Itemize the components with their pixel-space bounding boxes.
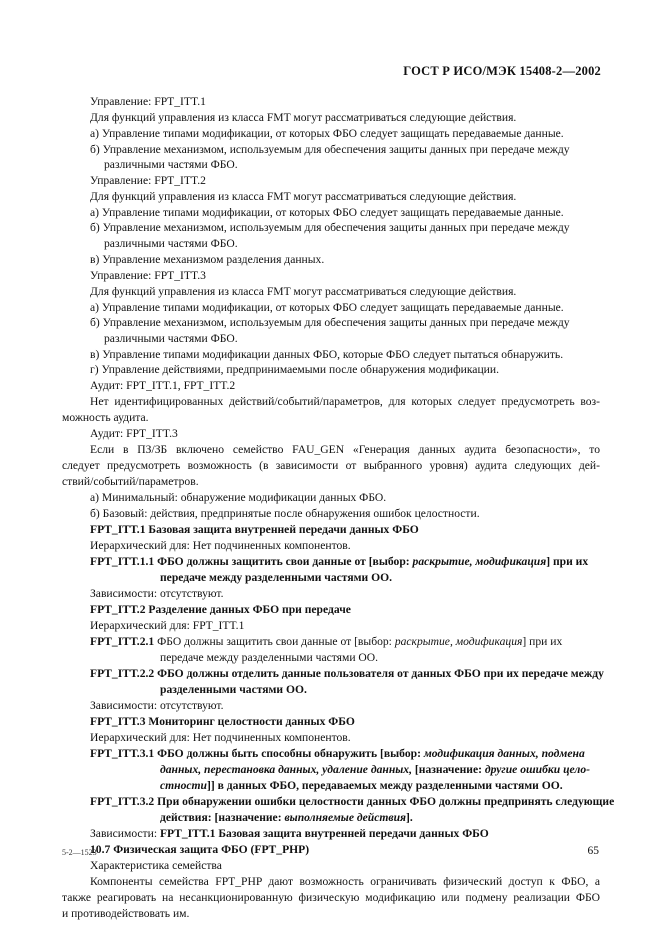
text-line: Зависимости: отсутствуют. [90,587,224,600]
element-continuation: передаче между разделенными частями ОО. [160,651,379,664]
dependencies-line [90,827,600,841]
element-text: ]] в данных ФБО, передаваемых между разделенными частями ОО. [207,779,563,792]
element-assignment: другие ошибки цело- [484,763,591,776]
text-line: Управление: FPT_ITT.2 [90,174,206,187]
element-id: FPT_ITT.3.1 [90,747,155,760]
element-continuation: передаче между разделенными частями ОО. [160,571,393,584]
element-text: ФБО должны отделить данные пользователя от данных ФБО при их передаче между [157,667,604,680]
element-continuation [160,811,600,825]
list-item-continuation: различными частями ФБО. [104,332,238,345]
list-item: а) Управление типами модификации, от которых ФБО следует защищать передаваемые данные. [90,127,564,140]
component-heading: FPT_ITT.1 Базовая защита внутренней передачи данных ФБО [90,523,419,536]
element-assignment: выполняемые действия [284,811,407,824]
list-item: а) Управление типами модификации, от которых ФБО следует защищать передаваемые данные. [90,206,564,219]
text-line: также реагировать на несанкционированную физическую модификацию или подмену реализации ФБО [62,891,600,904]
list-item: б) Управление механизмом, используемым для обеспечения защиты данных при передаче между [90,143,570,156]
element-continuation [160,763,600,777]
text-line: Для функций управления из класса FMT могут рассматриваться следующие действия. [90,190,517,203]
list-item-continuation: различными частями ФБО. [104,237,238,250]
text-line: Компоненты семейства FPT_PHP дают возможность ограничивать физический доступ к ФБО, а [90,875,600,888]
text-line: Иерархический для: Нет подчиненных компонентов. [90,539,351,552]
list-item-continuation: различными частями ФБО. [104,158,238,171]
element-id: FPT_ITT.1.1 [90,555,155,568]
element-text: ] при их [546,555,589,568]
element-assignment: стности [160,779,208,792]
element-selection: данных, перестановка данных, удаление данных, [160,763,413,776]
element-id: FPT_ITT.2.2 [90,667,155,680]
text-line: Нет идентифицированных действий/событий/параметров, для которых следует предусмотреть воз- [90,395,600,408]
element-selection: модификация данных, подмена [423,747,585,760]
element-line [90,795,615,809]
element-line [90,747,600,761]
list-item: г) Управление действиями, предпринимаемыми после обнаружения модификации. [90,363,499,376]
element-continuation: разделенными частями ОО. [160,683,307,696]
element-selection: раскрытие, модификация [412,555,547,568]
element-selection: раскрытие, модификация [394,635,523,648]
element-text: ФБО должны защитить свои данные от [выбор: [157,555,413,568]
element-continuation [160,779,600,793]
section-heading: 10.7 Физическая защита ФБО (FPT_PHP) [90,843,310,856]
list-item: в) Управление типами модификации данных ФБО, которые ФБО следует пытаться обнаружить. [90,348,564,361]
list-item: б) Базовый: действия, предпринятые после обнаружения ошибок целостности. [90,507,480,520]
subsection-heading: Характеристика семейства [90,859,222,872]
element-text: ФБО должны защитить свои данные от [выбор: [157,635,395,648]
text-line: Управление: FPT_ITT.1 [90,95,206,108]
page-header-title: ГОСТ Р ИСО/МЭК 15408-2—2002 [403,64,601,78]
text-line: Аудит: FPT_ITT.1, FPT_ITT.2 [90,379,236,392]
element-text: ] при их [522,635,563,648]
element-text: [назначение: [412,763,485,776]
element-text: ]. [406,811,413,824]
component-heading: FPT_ITT.3 Мониторинг целостности данных ФБО [90,715,355,728]
element-line [90,635,600,649]
element-text: При обнаружении ошибки целостности данных ФБО должны предпринять следующие [157,795,615,808]
list-item: а) Минимальный: обнаружение модификации данных ФБО. [90,491,387,504]
dependencies-value: FPT_ITT.1 Базовая защита внутренней передачи данных ФБО [159,827,489,840]
list-item: в) Управление механизмом разделения данных. [90,253,325,266]
element-text: действия: [назначение: [160,811,285,824]
list-item: б) Управление механизмом, используемым для обеспечения защиты данных при передаче между [90,316,570,329]
text-line: Управление: FPT_ITT.3 [90,269,206,282]
element-line [90,667,604,681]
text-line: Аудит: FPT_ITT.3 [90,427,178,440]
text-line: ствий/событий/параметров. [62,475,199,488]
component-heading: FPT_ITT.2 Разделение данных ФБО при передаче [90,603,351,616]
text-line: Для функций управления из класса FMT могут рассматриваться следующие действия. [90,111,517,124]
footer-print-code: 5-2—1523 [62,848,97,857]
text-line: Иерархический для: FPT_ITT.1 [90,619,245,632]
list-item: б) Управление механизмом, используемым для обеспечения защиты данных при передаче между [90,221,570,234]
text-line: Иерархический для: Нет подчиненных компонентов. [90,731,351,744]
element-line [90,555,600,569]
page-number: 65 [587,845,599,857]
element-text: ФБО должны быть способны обнаружить [выбор: [157,747,424,760]
text-line: Для функций управления из класса FMT могут рассматриваться следующие действия. [90,285,517,298]
element-id: FPT_ITT.2.1 [90,635,155,648]
text-line: следует предусмотреть возможность (в зависимости от выбранного уровня) аудита следующих дей- [62,459,600,472]
text-line: Если в ПЗ/ЗБ включено семейство FAU_GEN «Генерация данных аудита безопасности», то [90,443,600,456]
text-line: можность аудита. [62,411,149,424]
dependencies-label: Зависимости: [90,827,160,840]
list-item: а) Управление типами модификации, от которых ФБО следует защищать передаваемые данные. [90,301,564,314]
text-line: Зависимости: отсутствуют. [90,699,224,712]
element-id: FPT_ITT.3.2 [90,795,155,808]
text-line: и противодействовать им. [62,907,190,920]
